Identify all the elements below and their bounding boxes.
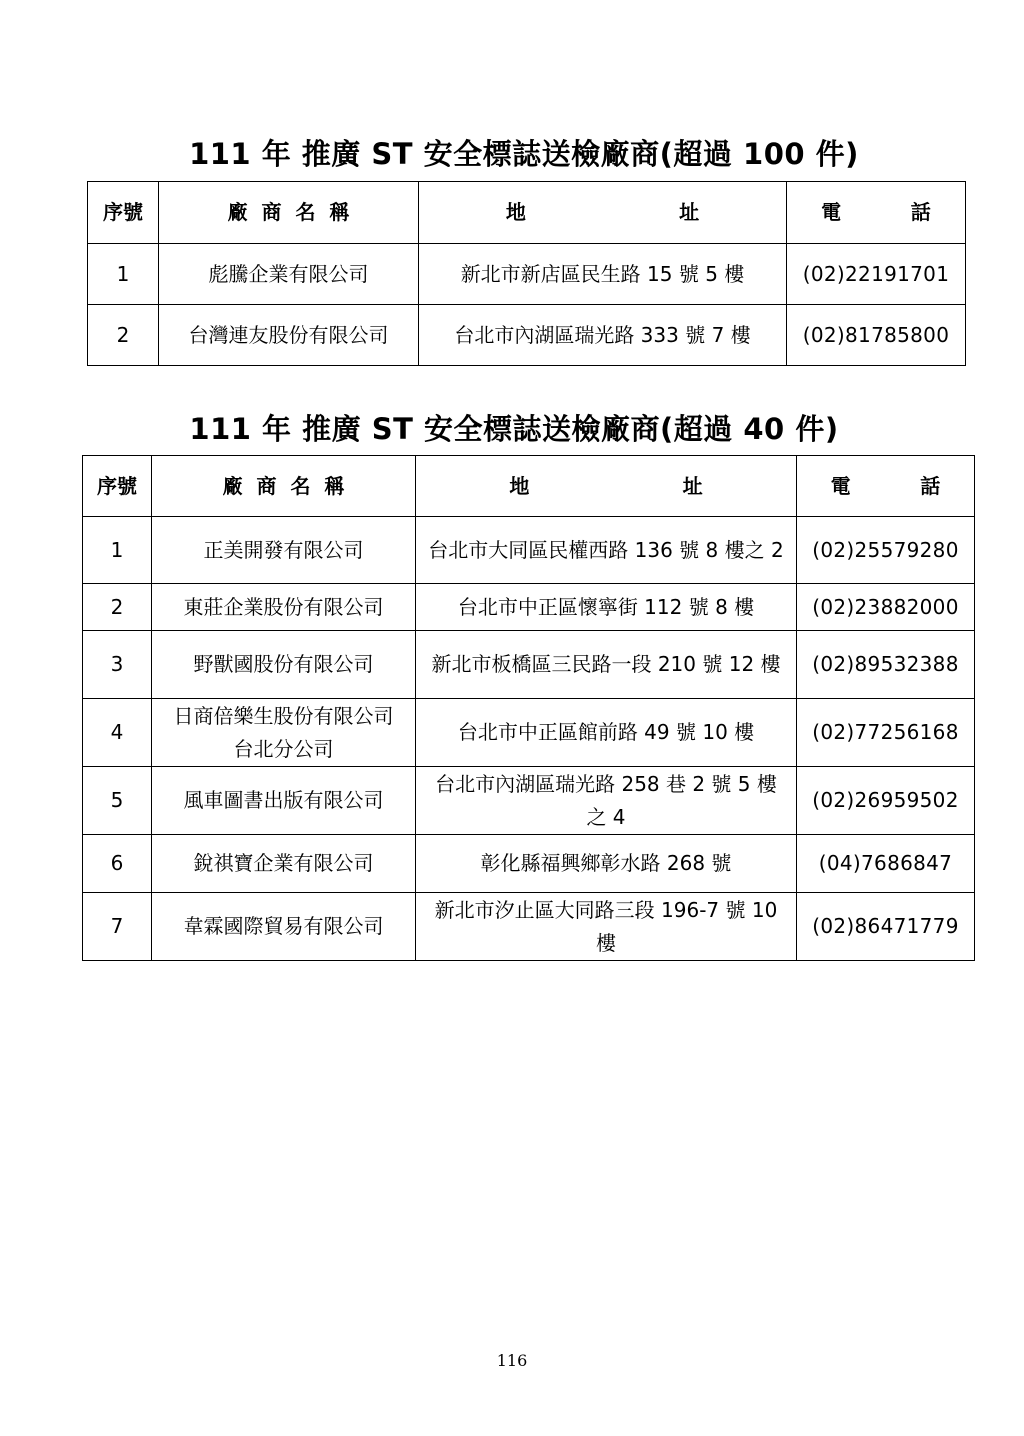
row-serial: 2 <box>83 584 152 631</box>
table-row <box>83 584 975 631</box>
row-address: 台北市大同區民權西路 136 號 8 樓之 2 <box>416 517 797 584</box>
header-phone: 電 話 <box>797 456 975 517</box>
row-phone: (02)22191701 <box>787 244 966 305</box>
row-phone: (02)26959502 <box>797 767 975 835</box>
row-company-name: 彪騰企業有限公司 <box>159 244 419 305</box>
header-serial: 序號 <box>83 456 152 517</box>
row-company-name: 日商倍樂生股份有限公司台北分公司 <box>152 699 416 767</box>
header-company-name: 廠 商 名 稱 <box>152 456 416 517</box>
row-address: 台北市內湖區瑞光路 333 號 7 樓 <box>419 305 787 366</box>
row-serial: 1 <box>88 244 159 305</box>
row-company-name: 台灣連友股份有限公司 <box>159 305 419 366</box>
vendors-table-over-40 <box>82 455 975 961</box>
table-row <box>83 631 975 699</box>
row-phone: (02)89532388 <box>797 631 975 699</box>
row-serial: 7 <box>83 893 152 961</box>
row-address: 新北市汐止區大同路三段 196-7 號 10 樓 <box>416 893 797 961</box>
row-address: 台北市中正區館前路 49 號 10 樓 <box>416 699 797 767</box>
row-serial: 4 <box>83 699 152 767</box>
header-serial: 序號 <box>88 182 159 244</box>
table-row <box>83 767 975 835</box>
row-company-name: 韋霖國際貿易有限公司 <box>152 893 416 961</box>
row-serial: 5 <box>83 767 152 835</box>
row-company-name: 東莊企業股份有限公司 <box>152 584 416 631</box>
row-company-name: 銳祺寶企業有限公司 <box>152 835 416 893</box>
section-2-title: 111 年 推廣 ST 安全標誌送檢廠商(超過 40 件) <box>189 412 839 446</box>
row-phone: (02)77256168 <box>797 699 975 767</box>
row-phone: (02)25579280 <box>797 517 975 584</box>
table-header-row <box>88 182 966 244</box>
row-phone: (02)81785800 <box>787 305 966 366</box>
row-company-name: 野獸國股份有限公司 <box>152 631 416 699</box>
vendors-table-over-100 <box>87 181 966 366</box>
row-address: 彰化縣福興鄉彰水路 268 號 <box>416 835 797 893</box>
row-address: 台北市中正區懷寧街 112 號 8 樓 <box>416 584 797 631</box>
row-phone: (04)7686847 <box>797 835 975 893</box>
header-address: 地 址 <box>419 182 787 244</box>
table-row <box>83 893 975 961</box>
header-address: 地 址 <box>416 456 797 517</box>
page-number: 116 <box>496 1351 528 1370</box>
header-phone: 電 話 <box>787 182 966 244</box>
header-company-name: 廠 商 名 稱 <box>159 182 419 244</box>
row-phone: (02)23882000 <box>797 584 975 631</box>
row-serial: 3 <box>83 631 152 699</box>
section-1-title: 111 年 推廣 ST 安全標誌送檢廠商(超過 100 件) <box>189 137 859 171</box>
row-address: 台北市內湖區瑞光路 258 巷 2 號 5 樓之 4 <box>416 767 797 835</box>
table-row <box>88 305 966 366</box>
table-row <box>83 835 975 893</box>
row-company-name: 風車圖書出版有限公司 <box>152 767 416 835</box>
row-company-name: 正美開發有限公司 <box>152 517 416 584</box>
row-serial: 6 <box>83 835 152 893</box>
table-row <box>83 699 975 767</box>
row-address: 新北市新店區民生路 15 號 5 樓 <box>419 244 787 305</box>
table-row <box>88 244 966 305</box>
table-row <box>83 517 975 584</box>
row-address: 新北市板橋區三民路一段 210 號 12 樓 <box>416 631 797 699</box>
row-phone: (02)86471779 <box>797 893 975 961</box>
row-serial: 2 <box>88 305 159 366</box>
table-header-row <box>83 456 975 517</box>
row-serial: 1 <box>83 517 152 584</box>
